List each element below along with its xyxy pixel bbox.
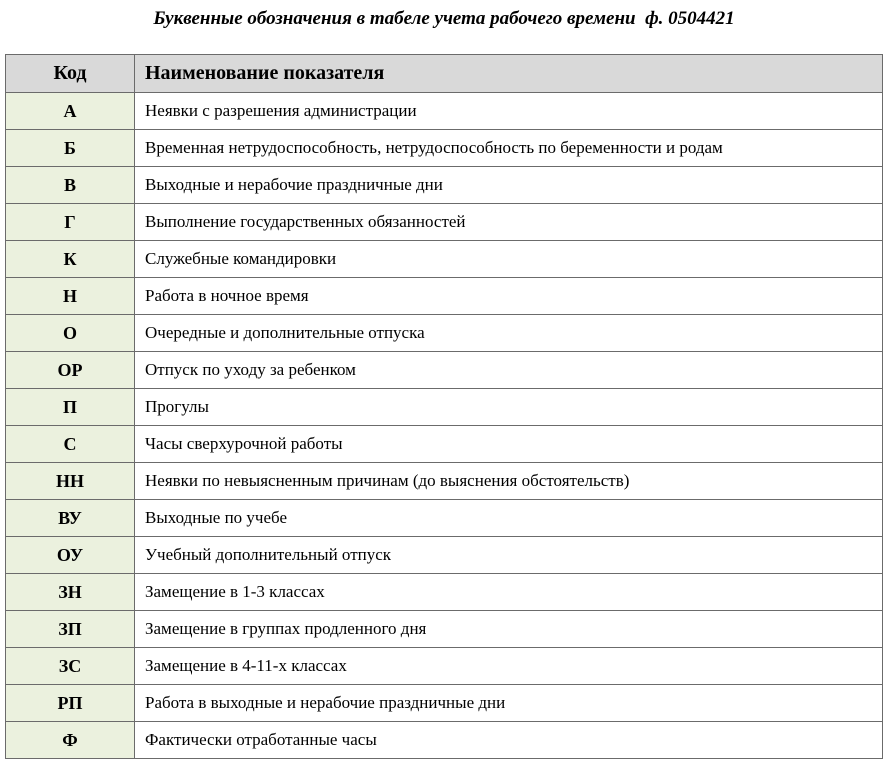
name-cell: Замещение в 4-11-х классах — [135, 648, 883, 685]
table-row — [6, 611, 883, 648]
name-cell: Выходные по учебе — [135, 500, 883, 537]
table-header-row — [6, 55, 883, 93]
table-row — [6, 648, 883, 685]
code-cell: В — [6, 167, 135, 204]
column-header-name: Наименование показателя — [135, 55, 883, 93]
table-row — [6, 426, 883, 463]
name-cell: Неявки по невыясненным причинам (до выяснения обстоятельств) — [135, 463, 883, 500]
name-cell: Отпуск по уходу за ребенком — [135, 352, 883, 389]
table-row — [6, 93, 883, 130]
code-cell: ЗН — [6, 574, 135, 611]
code-cell: ОР — [6, 352, 135, 389]
code-cell: ОУ — [6, 537, 135, 574]
code-cell: Г — [6, 204, 135, 241]
table-row — [6, 685, 883, 722]
name-cell: Замещение в группах продленного дня — [135, 611, 883, 648]
code-cell: О — [6, 315, 135, 352]
table-row — [6, 130, 883, 167]
codes-table — [5, 54, 883, 759]
code-cell: ВУ — [6, 500, 135, 537]
name-cell: Учебный дополнительный отпуск — [135, 537, 883, 574]
column-header-code: Код — [6, 55, 135, 93]
table-row — [6, 537, 883, 574]
code-cell: РП — [6, 685, 135, 722]
table-row — [6, 500, 883, 537]
table-row — [6, 315, 883, 352]
code-cell: Ф — [6, 722, 135, 759]
table-row — [6, 241, 883, 278]
code-cell: А — [6, 93, 135, 130]
table-row — [6, 389, 883, 426]
name-cell: Работа в выходные и нерабочие праздничные дни — [135, 685, 883, 722]
name-cell: Прогулы — [135, 389, 883, 426]
code-cell: Б — [6, 130, 135, 167]
code-cell: К — [6, 241, 135, 278]
name-cell: Служебные командировки — [135, 241, 883, 278]
table-row — [6, 352, 883, 389]
table-row — [6, 574, 883, 611]
name-cell: Выполнение государственных обязанностей — [135, 204, 883, 241]
name-cell: Работа в ночное время — [135, 278, 883, 315]
table-row — [6, 278, 883, 315]
document-title: Буквенные обозначения в табеле учета рабочего времени ф. 0504421 — [153, 8, 735, 29]
name-cell: Очередные и дополнительные отпуска — [135, 315, 883, 352]
name-cell: Часы сверхурочной работы — [135, 426, 883, 463]
code-cell: ЗС — [6, 648, 135, 685]
table-row — [6, 167, 883, 204]
code-cell: П — [6, 389, 135, 426]
code-cell: Н — [6, 278, 135, 315]
code-cell: С — [6, 426, 135, 463]
code-cell: ЗП — [6, 611, 135, 648]
table-row — [6, 463, 883, 500]
name-cell: Временная нетрудоспособность, нетрудоспособность по беременности и родам — [135, 130, 883, 167]
name-cell: Выходные и нерабочие праздничные дни — [135, 167, 883, 204]
name-cell: Замещение в 1-3 классах — [135, 574, 883, 611]
name-cell: Фактически отработанные часы — [135, 722, 883, 759]
table-row — [6, 722, 883, 759]
table-row — [6, 204, 883, 241]
code-cell: НН — [6, 463, 135, 500]
name-cell: Неявки с разрешения администрации — [135, 93, 883, 130]
